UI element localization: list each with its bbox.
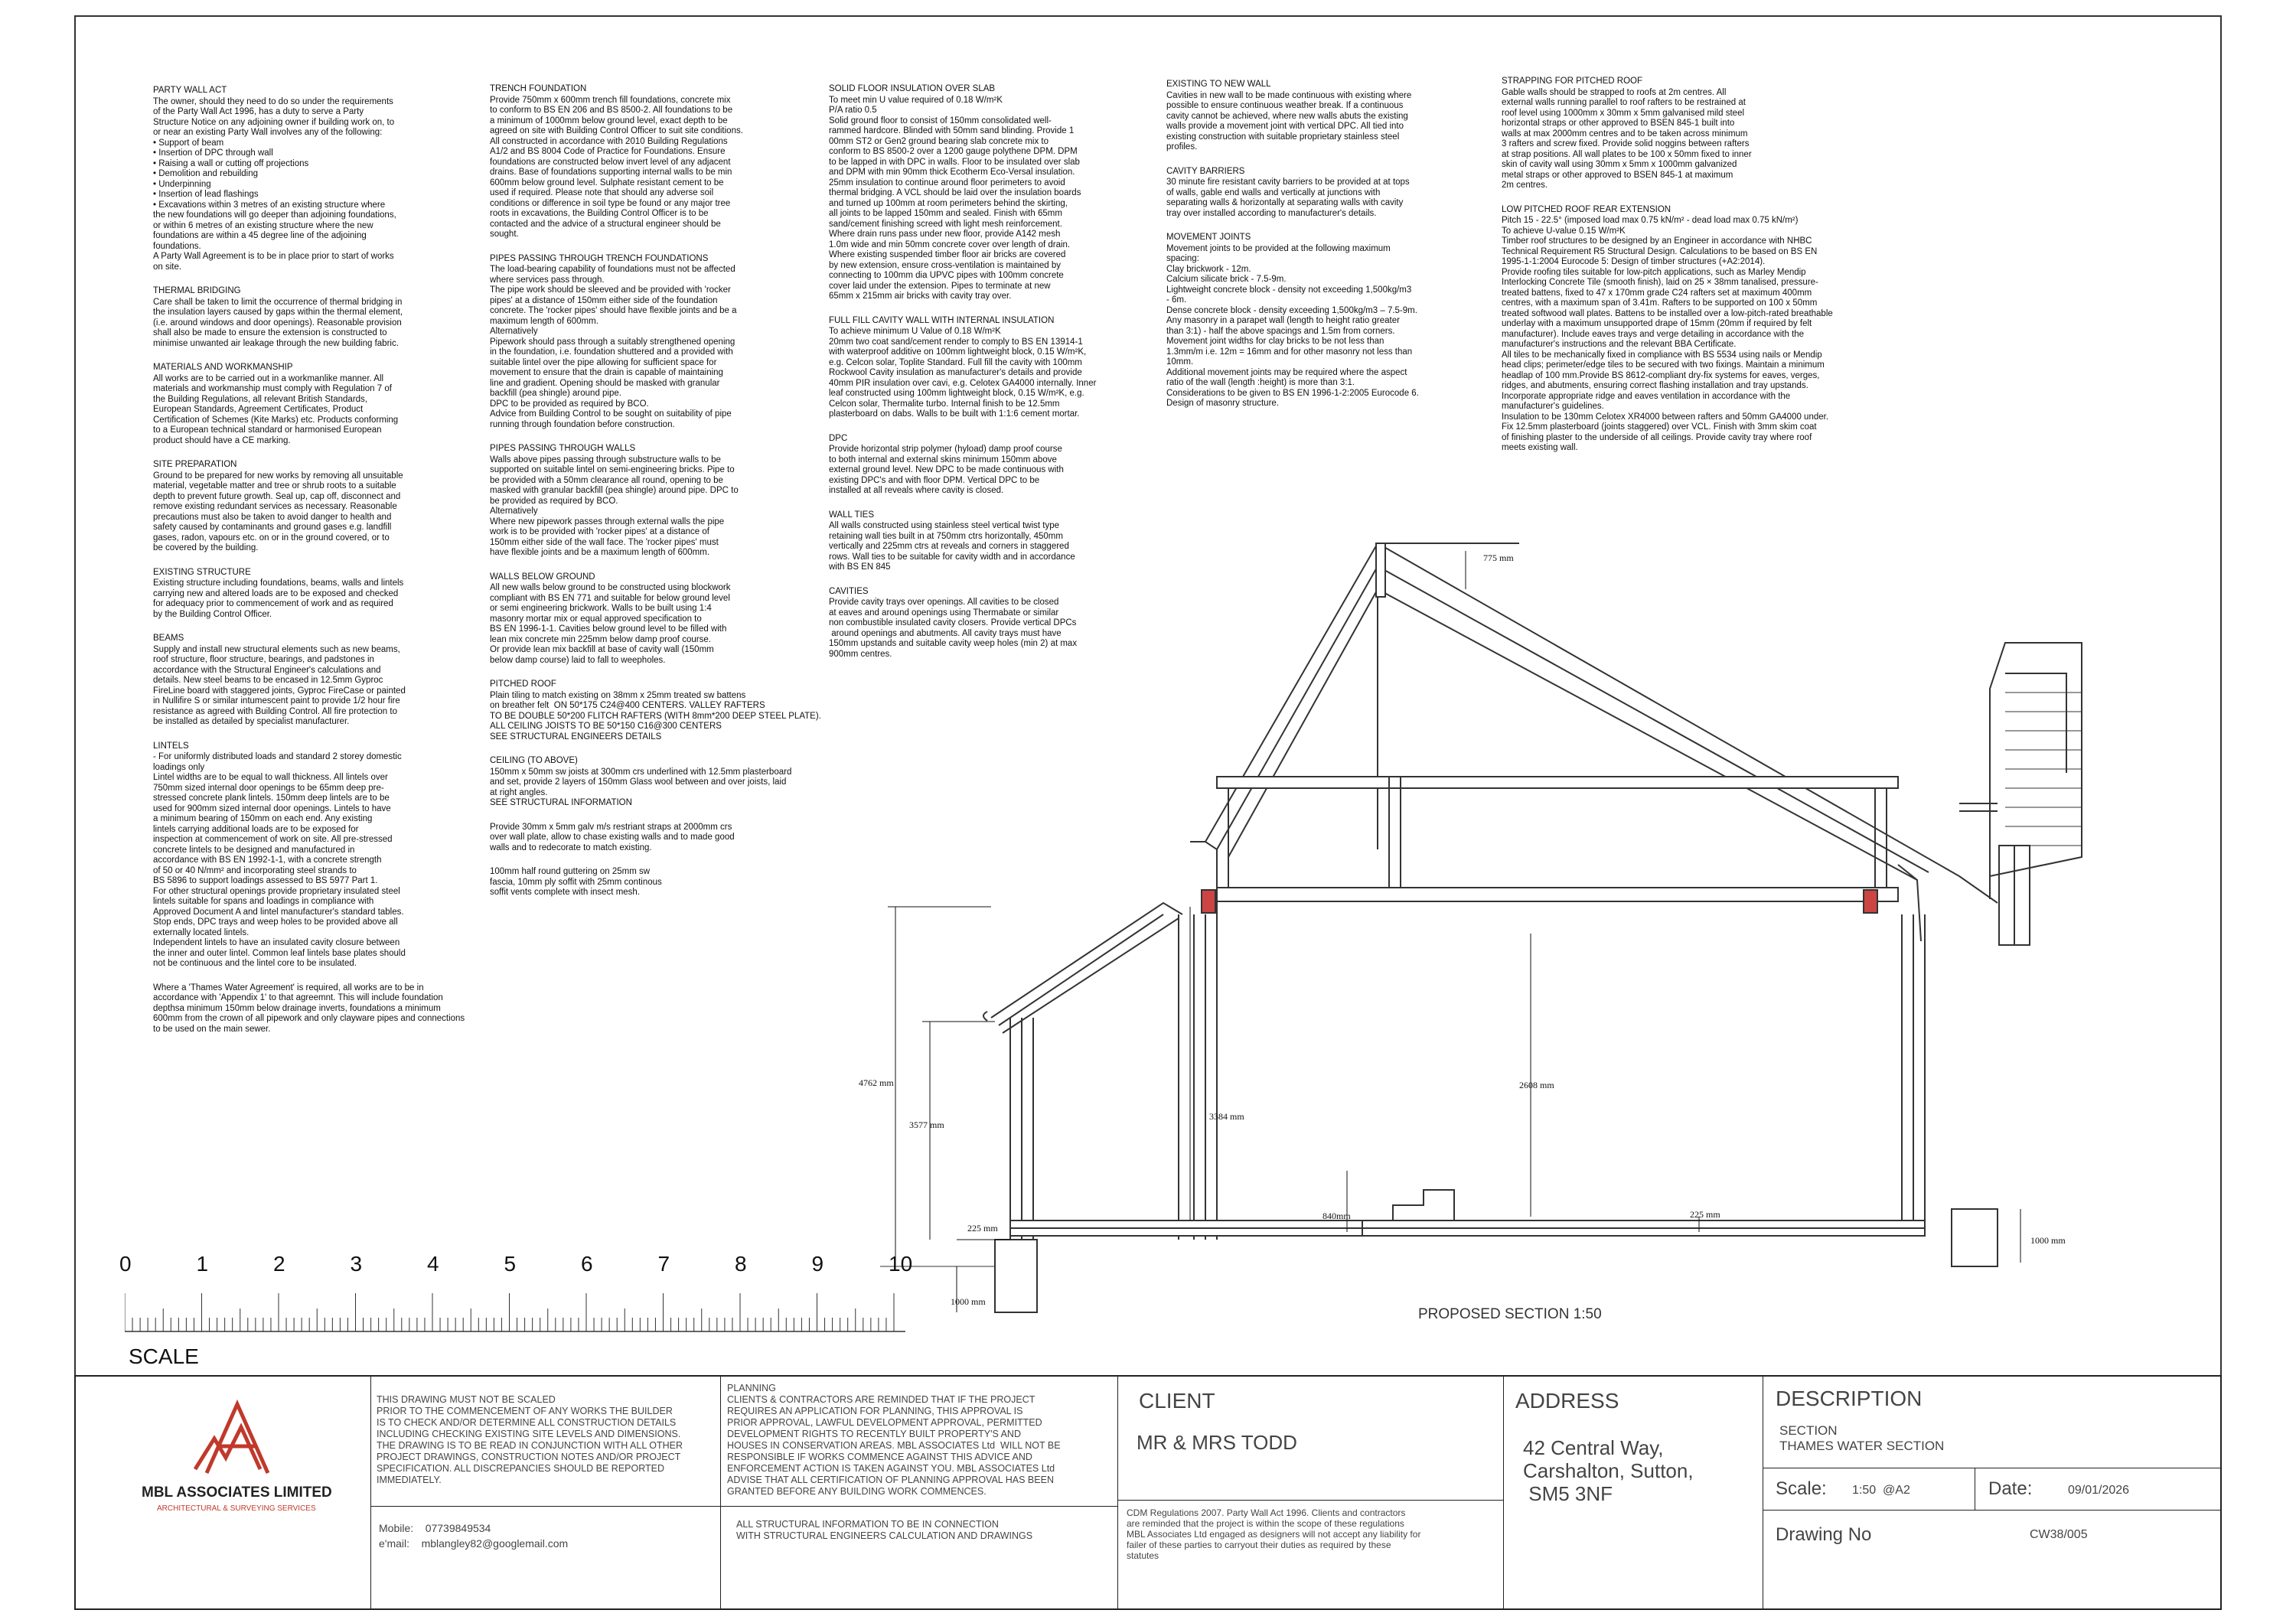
note-section-body: Provide cavity trays over openings. All cavities to be closed at eaves and around openings using Thermabate or similar non combustible insulated cavity closers. Provide vertical DPCs around openings and abutments. All cavity trays must have 150mm upstands and suitable cavity weep holes (min 2) at max 900mm centres. <box>829 598 1078 659</box>
scale-number: 4 <box>427 1252 439 1276</box>
company-name: MBL ASSOCIATES LIMITED <box>142 1484 332 1501</box>
dim-label-840: 840mm <box>1322 1211 1351 1221</box>
note-section-title: DPC <box>829 433 848 443</box>
note-section-body: All new walls below ground to be constructed using blockwork compliant with BS EN 771 and suitable for below ground level or semi engineering brickwork. Walls to be built using 1:4 masonry mortar mix or equal approved specification to BS EN 1996-1-1. Cavities below ground level to be filled with lean mix concrete min 225mm below damp proof course. Or provide lean mix backfill at base of cavity wall (150mm below damp course) laid to fall to weepholes. <box>490 583 731 665</box>
dim-label-1000-right: 1000 mm <box>2030 1235 2066 1246</box>
drawing-no-label: Drawing No <box>1776 1524 1872 1545</box>
note-section-body: All works are to be carried out in a workmanlike manner. All materials and workmanship must comply with Regulation 7 of the Building Regulations, all relevant British Standards, European Standards, Agreement Certificates, Product Certification of Schemes (Kite Marks) etc. Products conforming to a European technical standard or harmonised European product should have a CE marking. <box>153 373 399 445</box>
note-section-body: Walls above pipes passing through substructure walls to be supported on suitable lintel on semi-engineering bricks. Pipe to be provided with a 50mm clearance all round, opening to be masked with granular backfill (pea shingle) around pipe. DPC to be provided as required by BCO. Alternatively Where new pipework passes through external walls the pipe work is to be provided with 'rocker pipes' at a distance of 150mm either side of the wall face. The 'rocker pipes' must have flexible joints and be a maximum length of 600mm. <box>490 455 739 557</box>
note-section-title: BEAMS <box>153 634 184 643</box>
contact-details: Mobile: 07739849534 e'mail: mblangley82@googlemail.com <box>379 1522 569 1550</box>
note-section-body: Provide horizontal strip polymer (hyload) damp proof course to both internal and external skins minimum 150mm above external ground level. New DPC to be made continuous with existing DPC's and with floor DPM. Vertical DPC to be installed at all reveals where cavity is closed. <box>829 445 1064 495</box>
cdm-text: CDM Regulations 2007. Party Wall Act 1996. Clients and contractors are reminded that the project is within the scope of these regulations MBL Associates Ltd engaged as designers will not accept any liability for failer of these parties to carryout their duties as required by these statutes <box>1127 1507 1421 1561</box>
note-section-body: All walls constructed using stainless steel vertical twist type retaining wall ties built in at 750mm ctrs horizontally, 450mm vertically and 225mm ctrs at reveals and corners in staggered rows. Wall ties to be suitable for cavity width and in accordance with BS EN 845 <box>829 521 1075 572</box>
dim-label-1000-left: 1000 mm <box>951 1296 986 1307</box>
scale-bar-label: SCALE <box>129 1344 199 1368</box>
date-value: 09/01/2026 <box>2068 1484 2130 1497</box>
note-section-title: PIPES PASSING THROUGH TRENCH FOUNDATIONS <box>490 253 709 263</box>
note-section-body: The owner, should they need to do so under the requirements of the Party Wall Act 1996, has a duty to serve a Party Structure Notice on any adjoining owner if building work on, to or near an existing Party Wall involves any of the following: • Support of beam • Insertion of DPC through wall • Raising a wall or cutting off projections • Demolition and rebuilding • Underpinning • Insertion of lead flashings • Excavations within 3 metres of an existing structure where the new foundations will go deeper than adjoining foundations, or within 6 metres of an existing structure where the new foundations are within a 45 degree line of the adjoining foundations. A Party Wall Agreement is to be in place prior to start of works on site. <box>153 96 396 272</box>
title-block-divider-drawing <box>1763 1510 2222 1511</box>
note-section-title: CEILING (TO ABOVE) <box>490 756 578 765</box>
main-roof-left-slope <box>1205 543 1519 842</box>
main-roof-right-slope <box>1378 543 1998 903</box>
scale-number: 5 <box>504 1252 517 1276</box>
dim-label-775: 775 mm <box>1483 552 1514 563</box>
note-section-body: - For uniformly distributed loads and standard 2 storey domestic loadings only Lintel widths are to be equal to wall thickness. All lintels over 750mm sized internal door openings to be 65mm deep pre- stressed concrete plank lintels. 150mm deep lintels are to be used for 900mm sized internal door openings. Lintels to have a minimum bearing of 150mm on each end. Any existing lintels carrying additional loads are to be exposed for inspection at commencement of work on site. All pre-stressed concrete lintels to be designed and manufactured in accordance with BS EN 1992-1-1, with a concrete strength of 50 or 40 N/mm² and incorporating steel strands to BS 5896 to support loadings assessed to BS 5977 Part 1. For other structural openings provide proprietary insulated steel lintels suitable for spans and loadings in compliance with Approved Document A and lintel manufacturer's standard tables. Stop ends, DPC trays and weep holes to be provided above all externally located lintels. Independent lintels to have an insulated cavity closure between the inner and outer lintel. Common leaf lintels base plates should not be continuous and the lintel core to be insulated. <box>153 752 406 968</box>
scale-number: 6 <box>581 1252 593 1276</box>
note-section-body: Provide 750mm x 600mm trench fill foundations, concrete mix to conform to BS EN 206 and BS 8500-2. All foundations to be a minimum of 1000mm below ground level, exact depth to be agreed on site with Building Control Officer to suit site conditions. All constructed in accordance with 2010 Building Regulations A1/2 and BS 8004 Code of Practice for Foundations. Ensure foundations are constructed below invert level of any adjacent drains. Base of foundations supporting internal walls to be min 600mm below ground level. Sulphate resistant cement to be used if required. Please note that should any adverse soil conditions or difference in soil type be found or any major tree roots in excavations, the Building Control Officer is to be contacted and the advice of a structural engineer should be sought. <box>490 95 743 239</box>
client-label: CLIENT <box>1139 1389 1215 1413</box>
description-text: SECTION THAMES WATER SECTION <box>1779 1423 1945 1453</box>
note-section-title: PITCHED ROOF <box>490 680 556 689</box>
dim-label-4762: 4762 mm <box>859 1077 894 1088</box>
scale-number: 3 <box>350 1252 363 1276</box>
scale-number: 1 <box>196 1252 209 1276</box>
planning-text: PLANNING CLIENTS & CONTRACTORS ARE REMINDED THAT IF THE PROJECT REQUIRES AN APPLICATION FOR PLANNING, THIS APPROVAL IS PRIOR APPROVAL, LAWFUL DEVELOPMENT APPROVAL, PERMITTED DEVELOPMENT RIGHTS TO RECENTLY BUILT PROPERTY'S AND HOUSES IN CONSERVATION AREAS. MBL ASSOCIATES Ltd WILL NOT BE RESPONSIBLE IF WORKS COMMENCE AGAINST THIS ADVICE AND ENFORCEMENT ACTION IS TAKEN AGAINST YOU. MBL ASSOCIATES Ltd ADVISE THAT ALL CERTIFICATION OF PLANNING APPROVAL HAS BEEN GRANTED BEFORE ANY BUILDING WORK COMMENCES. <box>727 1383 1061 1497</box>
scale-number: 8 <box>735 1252 747 1276</box>
note-section-title: SITE PREPARATION <box>153 460 237 469</box>
note-section-body: To meet min U value required of 0.18 W/m²K P/A ratio 0.5 Solid ground floor to consist of 150mm consolidated well- rammed hardcore. Blinded with 50mm sand blinding. Provide 1 00mm ST2 or Gen2 ground bearing slab concrete mix to conform to BS 8500-2 over a 1200 gauge polythene DPM. DPM to be lapped in with DPC in walls. Floor to be insulated over slab and DPM with min 90mm thick Ecotherm Eco-Versal insulation. 25mm insulation to continue around floor perimeters to avoid thermal bridging. A VCL should be laid over the insulation boards and turned up 100mm at room perimeters behind the skirting, all joints to be lapped 150mm and sealed. Finish with 65mm sand/cement finishing screed with light mesh reinforcement. Where drain runs pass under new floor, provide A142 mesh 1.0m wide and min 50mm concrete cover over length of drain. Where existing suspended timber floor air bricks are covered by new extension, ensure cross-ventilation is maintained by connecting to 100mm dia UPVC pipes with 100mm concrete cover laid under the extension. Pipes to terminate at new 65mm x 215mm air bricks with cavity tray over. <box>829 95 1081 301</box>
title-block-divider-contact <box>370 1506 721 1507</box>
note-section-body: Supply and install new structural elements such as new beams, roof structure, floor structure, bearings, and padstones in accordance with the Structural Engineer's calculations and details. New steel beams to be encased in 12.5mm Gyproc FireLine board with staggered joints, Gyproc FireCase or painted in Nullifire S or similar intumescent paint to provide 1/2 hour fire resistance as agreed with Building Control. All fire protection to be installed as detailed by specialist manufacturer. <box>153 644 406 726</box>
company-subtitle: ARCHITECTURAL & SURVEYING SERVICES <box>157 1504 316 1513</box>
dim-label-225-right: 225 mm <box>1690 1209 1720 1220</box>
dim-label-3384: 3384 mm <box>1209 1111 1244 1122</box>
company-logo-icon <box>184 1396 291 1481</box>
structural-note: ALL STRUCTURAL INFORMATION TO BE IN CONNECTION WITH STRUCTURAL ENGINEERS CALCULATION AND DRAWINGS <box>736 1519 1033 1541</box>
scale-number: 9 <box>811 1252 824 1276</box>
note-section-title: MATERIALS AND WORKMANSHIP <box>153 363 293 372</box>
note-section-body: Where a 'Thames Water Agreement' is required, all works are to be in accordance with 'Appendix 1' to that agreemnt. This will include foundation depthsa minimum 150mm below drainage inverts, foundations a minimum 600mm from the crown of all pipework and only clayware pipes and connections to be used on the main sewer. <box>153 983 465 1034</box>
note-section-title: EXISTING TO NEW WALL <box>1166 80 1271 89</box>
note-section-title: TRENCH FOUNDATION <box>490 84 587 93</box>
scale-label: Scale: <box>1776 1478 1827 1499</box>
note-section-body: Gable walls should be strapped to roofs at 2m centres. All external walls running parallel to roof rafters to be restrained at roof level using 1000mm x 30mm x 5mm galvanised mild steel horizontal straps or other approved to BSEN 845-1 built into walls at max 2000mm centres and to be taken across minimum 3 rafters and screw fixed. Provide solid noggins between rafters at strap positions. All wall plates to be 100 x 50mm fixed to inner skin of cavity wall using 30mm x 5mm x 1000mm galvanized metal straps or other approved to BSEN 845-1 at maximum 2m centres. <box>1502 87 1752 190</box>
note-section-body: Ground to be prepared for new works by removing all unsuitable material, vegetable matter and tree or shrub roots to a suitable depth to prevent future growth. Seal up, cap off, disconnect and remove existing redundant services as necessary. Reasonable precautions must also be taken to avoid danger to health and safety caused by contaminants and ground gases e.g. landfill gases, radon, vapours etc. on or in the ground covered, or to be covered by the building. <box>153 471 403 552</box>
dim-label-225-left: 225 mm <box>967 1223 998 1234</box>
scale-number: 0 <box>119 1252 132 1276</box>
note-section-body: Care shall be taken to limit the occurrence of thermal bridging in the insulation layers caused by gaps within the thermal element, (i.e. around windows and door openings). Reasonable provision shall also be made to ensure the extension is constructed to minimise unwanted air leakage through the new building fabric. <box>153 297 403 348</box>
dim-label-2608: 2608 mm <box>1519 1080 1554 1090</box>
note-section-title: WALLS BELOW GROUND <box>490 572 595 582</box>
note-section-title: CAVITIES <box>829 586 869 596</box>
note-section-body: The load-bearing capability of foundations must not be affected where services pass through. The pipe work should be sleeved and be provided with 'rocker pipes' at a distance of 150mm either side of the foundation concrete. The 'rocker pipes' should have flexible joints and be a maximum length of 600mm. Alternatively Pipework should pass through a suitably strengthened opening in the foundation, i.e. foundation shuttered and a provided with suitable lintel over the pipe allowing for sufficient space for movement to ensure that the drain is capable of maintaining line and gradient. Opening should be masked with granular backfill (pea shingle) around pipe. DPC to be provided as required by BCO. Advice from Building Control to be sought on suitability of pipe running through foundation before construction. <box>490 265 737 429</box>
scale-value: 1:50 @A2 <box>1852 1484 1910 1497</box>
note-section-title: EXISTING STRUCTURE <box>153 567 251 577</box>
date-label: Date: <box>1988 1478 2033 1499</box>
disclaimer-text: THIS DRAWING MUST NOT BE SCALED PRIOR TO THE COMMENCEMENT OF ANY WORKS THE BUILDER IS TO CHECK AND/OR DETERMINE ALL CONSTRUCTION DETAILS INCLUDING CHECKING EXISTING SITE LEVELS AND DIMENSIONS. THE DRAWING IS TO BE READ IN CONJUNCTION WITH ALL OTHER PROJECT DRAWINGS, CONSTRUCTION NOTES AND/OR PROJECT SPECIFICATION. ALL DISCREPANCIES SHOULD BE REPORTED IMMEDIATELY. <box>377 1394 683 1485</box>
note-section-title: FULL FILL CAVITY WALL WITH INTERNAL INSULATION <box>829 315 1055 325</box>
section-caption: PROPOSED SECTION 1:50 <box>1418 1306 1602 1322</box>
scale-number: 10 <box>889 1252 913 1276</box>
note-section-body: Pitch 15 - 22.5° (imposed load max 0.75 kN/m² - dead load max 0.75 kN/m²) To achieve U-value 0.15 W/m²K Timber roof structures to be designed by an Engineer in accordance with NHBC Technical Requirement R5 Structural Design. Calculations to be based on BS EN 1995-1-1:2004 Eurocode 5: Design of timber structures (+A2:2014). Provide roofing tiles suitable for low-pitch applications, such as Marley Mendip Interlocking Concrete Tile (smooth finish), laid on 25 × 38mm tanalised, pressure- treated battens, fixed to 47 x 170mm grade C24 rafters set at maximum 400mm centres, with a maximum span of 3.41m. Rafters to be supported on 100 x 50mm treated softwood wall plates. Battens to be installed over a low-pitch-rated breathable underlay with a maximum unsupported drape of 15mm (20mm if required by felt manufacturer). Include eaves trays and verge detailing in accordance with the manufacturer's instructions and the relevant BBA Certificate. All tiles to be mechanically fixed in compliance with BS 5534 using nails or Mendip head clips; perimeter/edge tiles to be secured with two fixings. Maintain a minimum headlap of 100 mm.Provide BS 8612-compliant dry-fix systems for eaves, verges, ridges, and abutments, ensuring correct flashing installation and tray upstands. Incorporate appropriate ridge and eaves ventilation in accordance with the manufacturer's guidelines. Insulation to be 130mm Celotex XR4000 between rafters and 50mm GA4000 under. Fix 12.5mm plasterboard (joints staggered) over VCL. Finish with 3mm skim coat of finishing plaster to the underside of all ceilings. Provide cavity tray where roof meets existing wall. <box>1502 216 1833 452</box>
address-label: ADDRESS <box>1515 1389 1619 1413</box>
description-label: DESCRIPTION <box>1776 1387 1923 1410</box>
dim-label-3577: 3577 mm <box>909 1119 944 1130</box>
note-section-body: Existing structure including foundations, beams, walls and lintels carrying new and altered loads are to be exposed and checked for adequacy prior to commencement of work and as required by the Building Control Officer. <box>153 578 404 619</box>
scale-number: 2 <box>273 1252 285 1276</box>
note-section-body: Movement joints to be provided at the following maximum spacing: Clay brickwork - 12m. Calcium silicate brick - 7.5-9m. Lightweight concrete block - density not exceeding 1,500kg/m3 - 6m. Dense concrete block - density exceeding 1,500kg/m3 – 7.5-9m. Any masonry in a parapet wall (length to height ratio greater than 3:1) - half the above spacings and 1.5m from corners. Movement joint widths for clay bricks to be not less than 1.3mm/m i.e. 12m = 16mm and for other masonry not less than 10mm. Additional movement joints may be required where the aspect ratio of the wall (length :height) is more than 3:1. Considerations to be given to BS EN 1996-1-2:2005 Eurocode 6. Design of masonry structure. <box>1166 243 1419 408</box>
note-section-title: LOW PITCHED ROOF REAR EXTENSION <box>1502 204 1671 214</box>
note-section-body: Plain tiling to match existing on 38mm x 25mm treated sw battens on breather felt ON 50*175 C24@400 CENTERS. VALLEY RAFTERS TO BE DOUBLE 50*200 FLITCH RAFTERS (WITH 8mm*200 DEEP STEEL PLATE). ALL CEILING JOISTS TO BE 50*150 C16@300 CENTERS SEE STRUCTURAL ENGINEERS DETAILS <box>490 690 821 741</box>
scale-bar <box>125 1293 936 1339</box>
note-section-body: To achieve minimum U Value of 0.18 W/m²K 20mm two coat sand/cement render to comply to BS EN 13914-1 with waterproof additive on 100mm lightweight block, 0.15 W/m²K, e.g. Celcon solar, Toplite Standard. Full fill the cavity with 100mm Rockwool Cavity insulation as manufacturer's details and provide 40mm PIR insulation over cavi, e.g. Celotex GA4000 internally. Inner leaf constructed using 100mm lightweight block, 0.15 W/m²K, e.g. Celcon solar, Thermalite turbo. Internal finish to be 12.5mm plasterboard on dabs. Walls to be built with 1:1:6 cement mortar. <box>829 327 1097 419</box>
client-name: MR & MRS TODD <box>1137 1431 1297 1454</box>
scale-number: 7 <box>657 1252 670 1276</box>
note-section-title: PARTY WALL ACT <box>153 86 227 95</box>
title-block-divider-structural <box>720 1506 1118 1507</box>
note-section-title: CAVITY BARRIERS <box>1166 166 1245 176</box>
note-section-title: LINTELS <box>153 741 189 751</box>
note-section-title: MOVEMENT JOINTS <box>1166 233 1251 242</box>
note-section-title: THERMAL BRIDGING <box>153 286 241 295</box>
note-section-title: SOLID FLOOR INSULATION OVER SLAB <box>829 84 996 93</box>
note-section-title: STRAPPING FOR PITCHED ROOF <box>1502 77 1643 86</box>
note-section-body: Provide 30mm x 5mm galv m/s restriant straps at 2000mm crs over wall plate, allow to chase existing walls and to made good walls and to redecorate to match existing. <box>490 822 735 852</box>
title-block-divider-cdm <box>1117 1500 1504 1501</box>
address-text: 42 Central Way, Carshalton, Sutton, SM5 3NF <box>1523 1436 1694 1505</box>
note-section-body: 30 minute fire resistant cavity barriers to be provided at at tops of walls, gable end walls and vertically at junctions with separating walls & horizontally at separating walls with cavity tray over installed according to manufacturer's details. <box>1166 178 1410 218</box>
note-section-title: PIPES PASSING THROUGH WALLS <box>490 444 636 453</box>
note-section-title: WALL TIES <box>829 510 875 520</box>
note-section-body: 100mm half round guttering on 25mm sw fascia, 10mm ply soffit with 25mm continous soffit vents complete with insect mesh. <box>490 867 662 897</box>
note-section-body: 150mm x 50mm sw joists at 300mm crs underlined with 12.5mm plasterboard and set, provide 2 layers of 150mm Glass wool between and over joists, laid at right angles. SEE STRUCTURAL INFORMATION <box>490 767 792 807</box>
note-section-body: Cavities in new wall to be made continuous with existing where possible to ensure continuous weather break. If a continuous cavity cannot be achieved, where new walls abuts the existing walls provide a movement joint with vertical DPC. All tied into existing construction with suitable proprietary stainless steel profiles. <box>1166 90 1412 152</box>
drawing-no-value: CW38/005 <box>2030 1528 2088 1541</box>
